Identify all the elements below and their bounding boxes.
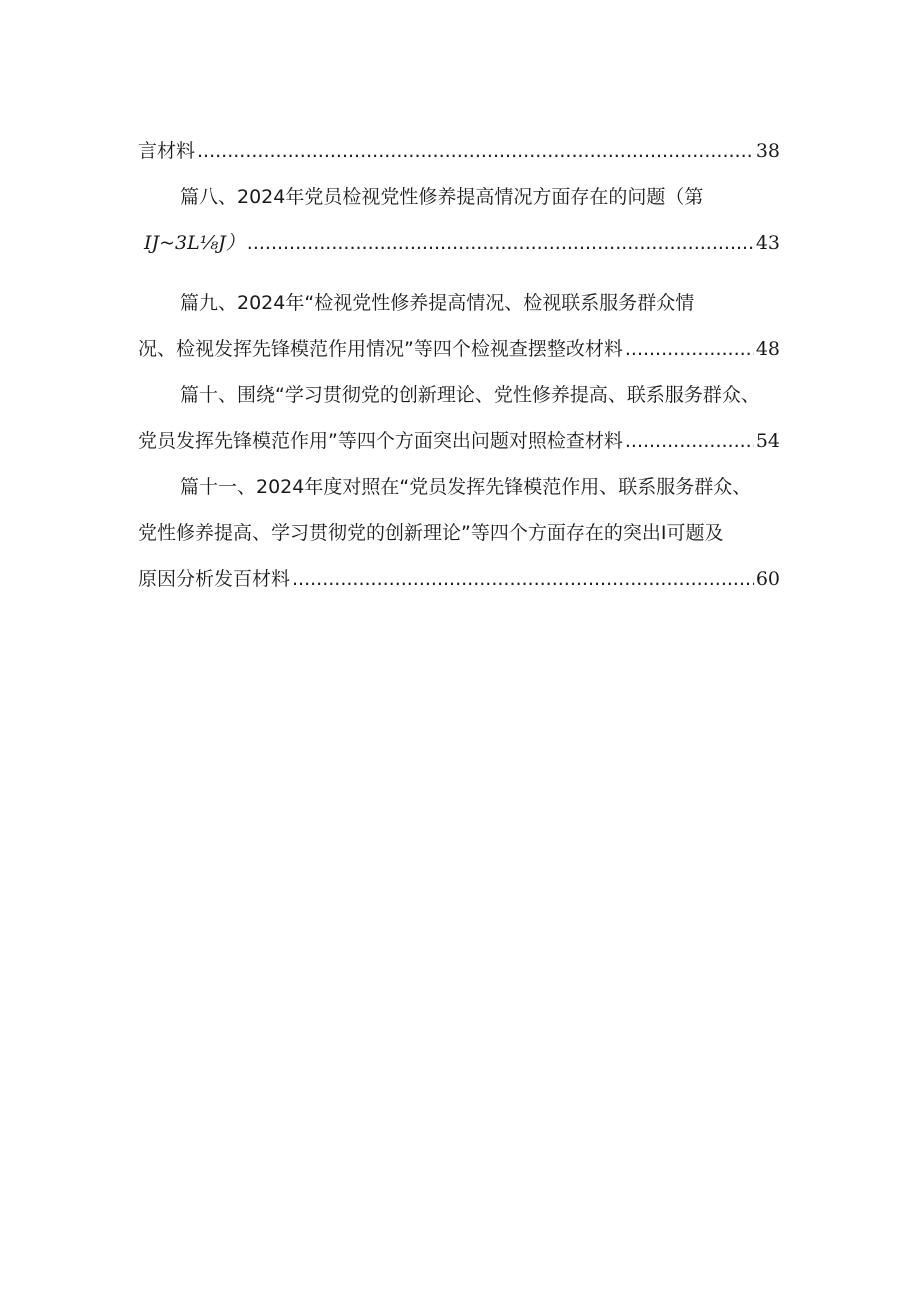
toc-entry-9-line-2[interactable] (138, 326, 780, 372)
toc-leader-dots (625, 326, 754, 372)
toc-entry-9-line-1[interactable] (138, 280, 780, 326)
toc-entry-text: 篇十、围绕“学习贯彻党的创新理论、党性修养提高、联系服务群众、 (180, 384, 760, 406)
toc-entry-text: 篇八、2024年党员检视党性修养提高情况方面存在的问题（第 (180, 186, 704, 208)
toc-entry-11-line-1[interactable] (138, 464, 780, 510)
toc-entry-10-line-1[interactable] (138, 372, 780, 418)
toc-entry-text: 篇九、2024年“检视党性修养提高情况、检视联系服务群众情 (180, 292, 695, 314)
toc-entry-text: 党性修养提高、学习贯彻党的创新理论”等四个方面存在的突出I可题及 (138, 522, 724, 544)
toc-leader-dots (292, 556, 754, 602)
toc-entry-10-line-2[interactable] (138, 418, 780, 464)
toc-leader-dots (197, 128, 754, 174)
toc-entry-text: 原因分析发百材料 (138, 568, 291, 590)
toc-entry-text: 况、检视发挥先锋模范作用情况”等四个检视查摆整改材料 (138, 338, 623, 360)
toc-leader-dots (247, 220, 754, 266)
toc-page-number: 43 (755, 232, 780, 254)
toc-entry-11-line-2[interactable] (138, 510, 780, 556)
toc-leader-dots (625, 418, 754, 464)
toc-page-number: 48 (755, 338, 780, 360)
toc-entry-8-line-2[interactable] (138, 220, 780, 266)
toc-page-number: 38 (755, 140, 780, 162)
toc-entry-8-line-1[interactable] (138, 174, 780, 220)
toc-entry-text: 党员发挥先锋模范作用”等四个方面突出问题对照检查材料 (138, 430, 623, 452)
toc-page-number: 60 (755, 568, 780, 590)
toc-entry-text: 篇十一、2024年度对照在“党员发挥先锋模范作用、联系服务群众、 (180, 476, 752, 498)
toc-entry-11-line-3[interactable] (138, 556, 780, 602)
toc-entry-7-tail[interactable] (138, 128, 780, 174)
toc-entry-text: IJ~3L⅛J） (144, 232, 245, 254)
toc-entry-text: 言材料 (138, 140, 196, 162)
table-of-contents (138, 128, 780, 602)
toc-page-number: 54 (755, 430, 780, 452)
